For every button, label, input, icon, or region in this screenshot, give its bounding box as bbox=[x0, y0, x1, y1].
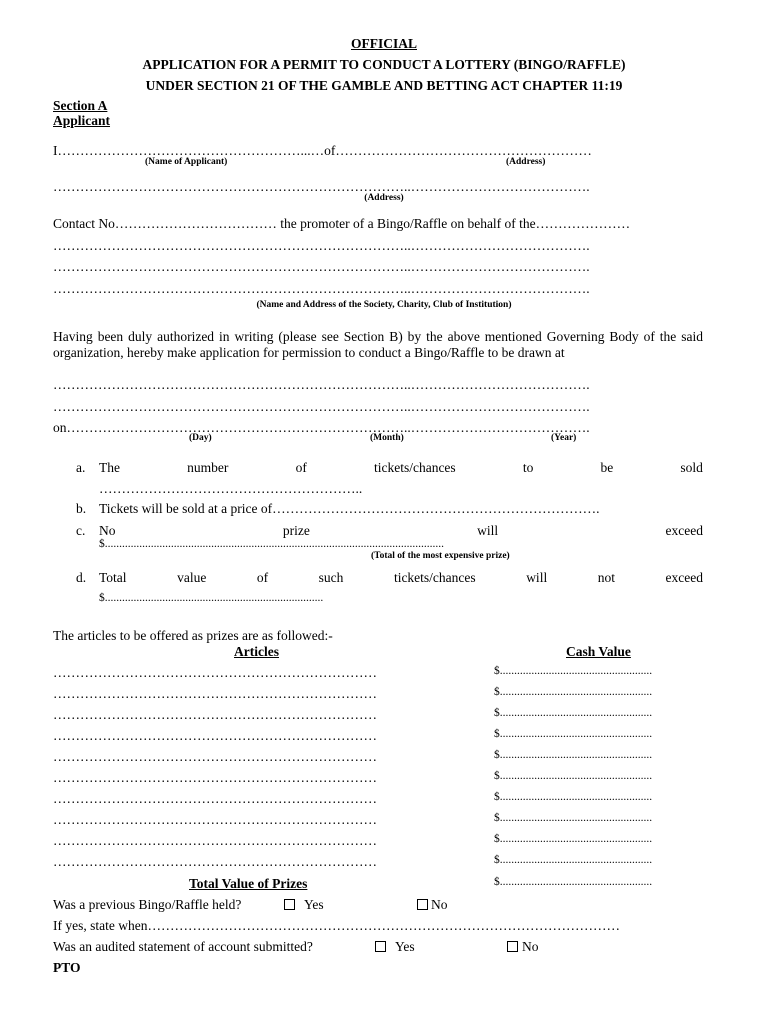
audited-no-checkbox[interactable] bbox=[507, 941, 518, 952]
total-prize-cash-field[interactable]: $..................................................... bbox=[494, 876, 653, 888]
item-c-text bbox=[99, 523, 703, 539]
item-a-text bbox=[99, 460, 703, 476]
total-value-of-prizes-label: Total Value of Prizes bbox=[189, 876, 308, 891]
item-d-word: will bbox=[526, 570, 548, 585]
cash-value-column-header: Cash Value bbox=[566, 644, 631, 659]
max-prize-field[interactable]: $...................................................................................................................... bbox=[99, 538, 444, 550]
previous-date-field[interactable]: If yes, state when…………………………………………………………………………………………… bbox=[53, 918, 620, 933]
prize-article-field[interactable]: ……………………………………………………………… bbox=[53, 791, 377, 806]
organization-field-line1[interactable]: ……………………………………………………………………..…………………………………. bbox=[53, 238, 590, 253]
item-a-word: sold bbox=[680, 460, 703, 475]
item-a-word: of bbox=[295, 460, 307, 475]
prize-article-field[interactable]: ……………………………………………………………… bbox=[53, 686, 377, 701]
prize-article-field[interactable]: ……………………………………………………………… bbox=[53, 812, 377, 827]
prize-article-field[interactable]: ……………………………………………………………… bbox=[53, 707, 377, 722]
item-d-word: tickets/chances bbox=[393, 570, 476, 585]
item-d-word: Total bbox=[99, 570, 127, 585]
prize-cash-value-field[interactable]: $..................................................... bbox=[494, 833, 653, 845]
authorization-paragraph: Having been duly authorized in writing (please see Section B) by the above mentioned Governing Body of the said organization, hereby make application for permission to conduct a Bingo/Raffle to be drawn at bbox=[53, 329, 703, 360]
articles-column-header: Articles bbox=[234, 644, 279, 659]
audited-statement-question: Was an audited statement of account submitted? bbox=[53, 939, 313, 954]
item-d-text bbox=[99, 570, 703, 586]
previous-yes-label: Yes bbox=[304, 897, 324, 912]
prize-cash-value-field[interactable]: $..................................................... bbox=[494, 728, 653, 740]
form-title-line2: UNDER SECTION 21 OF THE GAMBLE AND BETTING ACT CHAPTER 11:19 bbox=[145, 78, 623, 93]
pto-label: PTO bbox=[53, 960, 81, 975]
audited-no-label: No bbox=[522, 939, 539, 954]
address-caption: (Address) bbox=[364, 193, 404, 203]
organization-caption: (Name and Address of the Society, Charity, Club of Institution) bbox=[256, 300, 512, 310]
month-caption: (Month) bbox=[370, 433, 404, 443]
draw-date-field[interactable]: on…………………………………………………………………..…………………………………. bbox=[53, 420, 590, 435]
item-c-word: prize bbox=[282, 523, 310, 538]
audited-yes-label: Yes bbox=[395, 939, 415, 954]
prize-article-field[interactable]: ……………………………………………………………… bbox=[53, 749, 377, 764]
applicant-name-address-field[interactable]: I………………………………………………...…of………………………………………………… bbox=[53, 143, 592, 158]
previous-raffle-question: Was a previous Bingo/Raffle held? bbox=[53, 897, 242, 912]
item-c-word: exceed bbox=[665, 523, 703, 538]
prize-cash-value-field[interactable]: $..................................................... bbox=[494, 854, 653, 866]
official-heading: OFFICIAL bbox=[350, 36, 417, 51]
prize-cash-value-field[interactable]: $..................................................... bbox=[494, 707, 653, 719]
audited-yes-checkbox[interactable] bbox=[375, 941, 386, 952]
item-d-word: exceed bbox=[665, 570, 703, 585]
item-c-label: c. bbox=[76, 523, 86, 538]
item-c-word: will bbox=[477, 523, 499, 538]
ticket-price-field[interactable]: Tickets will be sold at a price of………………………………………………………………. bbox=[99, 501, 600, 516]
prize-article-field[interactable]: ……………………………………………………………… bbox=[53, 854, 377, 869]
item-a-word: tickets/chances bbox=[373, 460, 456, 475]
item-d-label: d. bbox=[76, 570, 87, 585]
prize-cash-value-field[interactable]: $..................................................... bbox=[494, 791, 653, 803]
previous-yes-checkbox[interactable] bbox=[284, 899, 295, 910]
item-a-word: be bbox=[600, 460, 614, 475]
prize-cash-value-field[interactable]: $..................................................... bbox=[494, 665, 653, 677]
applicant-heading: Applicant bbox=[53, 113, 111, 128]
draw-location-field-line1[interactable]: ……………………………………………………………………..…………………………………. bbox=[53, 377, 590, 392]
item-d-word: value bbox=[177, 570, 207, 585]
prizes-intro: The articles to be offered as prizes are as followed:- bbox=[53, 628, 333, 643]
item-c-word: No bbox=[99, 523, 116, 538]
prize-cash-value-field[interactable]: $..................................................... bbox=[494, 749, 653, 761]
item-d-word: not bbox=[597, 570, 615, 585]
draw-location-field-line2[interactable]: ……………………………………………………………………..…………………………………. bbox=[53, 399, 590, 414]
prize-article-field[interactable]: ……………………………………………………………… bbox=[53, 728, 377, 743]
year-caption: (Year) bbox=[551, 433, 577, 443]
previous-no-checkbox[interactable] bbox=[417, 899, 428, 910]
address-caption-right: (Address) bbox=[506, 157, 546, 167]
prize-article-field[interactable]: ……………………………………………………………… bbox=[53, 770, 377, 785]
item-a-word: to bbox=[522, 460, 534, 475]
prize-cash-value-field[interactable]: $..................................................... bbox=[494, 686, 653, 698]
organization-field-line3[interactable]: ……………………………………………………………………..…………………………………. bbox=[53, 281, 590, 296]
item-b-label: b. bbox=[76, 501, 87, 516]
max-prize-caption: (Total of the most expensive prize) bbox=[371, 551, 510, 561]
tickets-sold-field[interactable]: ………………………………………………….. bbox=[99, 481, 363, 496]
previous-no-label: No bbox=[431, 897, 448, 912]
item-a-word: number bbox=[187, 460, 229, 475]
name-of-applicant-caption: (Name of Applicant) bbox=[145, 157, 228, 167]
item-a-word: The bbox=[99, 460, 120, 475]
prize-cash-value-field[interactable]: $..................................................... bbox=[494, 770, 653, 782]
organization-field-line2[interactable]: ……………………………………………………………………..…………………………………. bbox=[53, 259, 590, 274]
address-field[interactable]: ……………………………………………………………………..…………………………………. bbox=[53, 179, 590, 194]
section-a-heading: Section A bbox=[53, 98, 108, 113]
prize-cash-value-field[interactable]: $..................................................... bbox=[494, 812, 653, 824]
item-d-word: of bbox=[256, 570, 269, 585]
prize-article-field[interactable]: ……………………………………………………………… bbox=[53, 665, 377, 680]
day-caption: (Day) bbox=[189, 433, 212, 443]
item-a-label: a. bbox=[76, 460, 86, 475]
form-title-line1: APPLICATION FOR A PERMIT TO CONDUCT A LOTTERY (BINGO/RAFFLE) bbox=[142, 57, 626, 72]
item-d-word: such bbox=[318, 570, 344, 585]
contact-number-field[interactable]: Contact No……………………………… the promoter of a Bingo/Raffle on behalf of the………………… bbox=[53, 216, 631, 231]
prize-article-field[interactable]: ……………………………………………………………… bbox=[53, 833, 377, 848]
total-value-field[interactable]: $............................................................................ bbox=[99, 592, 324, 604]
